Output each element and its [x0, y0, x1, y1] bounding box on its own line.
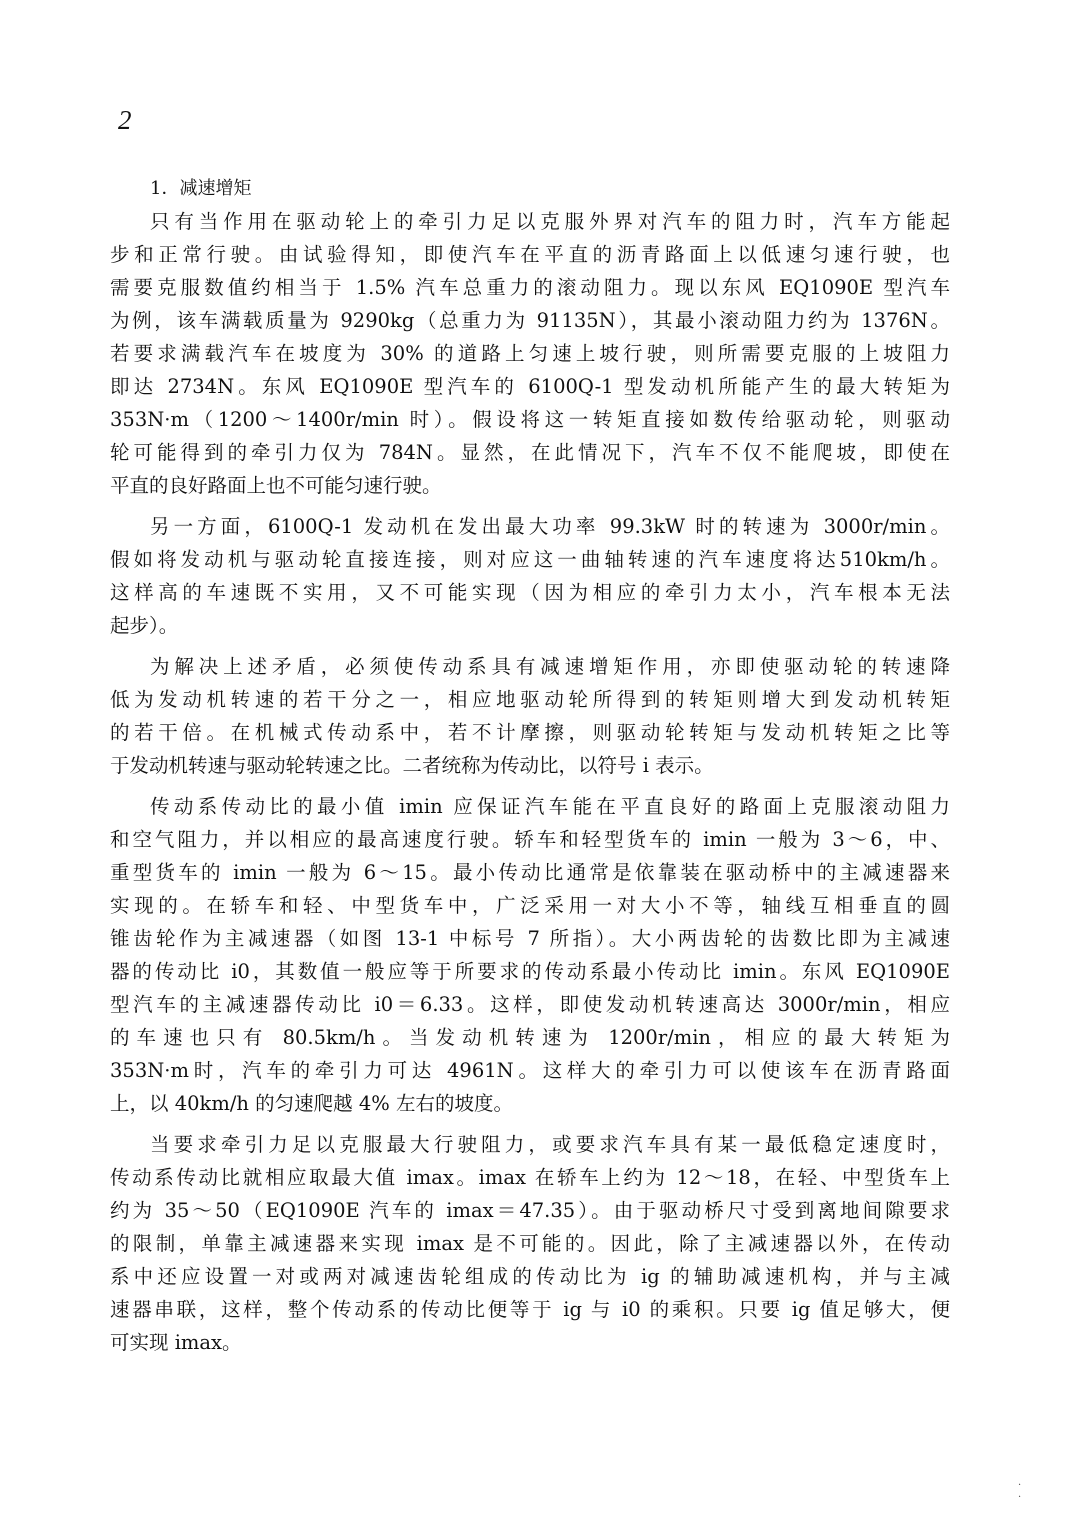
paragraph-line: 若要求满载汽车在坡度为 30% 的道路上匀速上坡行驶，则所需要克服的上坡阻力 — [110, 342, 950, 365]
page-body — [110, 172, 950, 1359]
paragraph-line: 的若干倍。在机械式传动系中，若不计摩擦，则驱动轮转矩与发动机转矩之比等 — [110, 721, 950, 744]
paragraph-line: 上，以 40km/h 的匀速爬越 4% 左右的坡度。 — [110, 1092, 513, 1115]
paragraph-gap — [110, 1120, 950, 1128]
paragraph-line: 和空气阻力，并以相应的最高速度行驶。轿车和轻型货车的 imin 一般为 3～6，中、 — [110, 828, 950, 851]
paragraph-line: 需要克服数值约相当于 1.5% 汽车总重力的滚动阻力。现以东风 EQ1090E 型汽车 — [110, 276, 950, 299]
paragraph-gap — [110, 642, 950, 650]
paragraph-line: 353N·m时，汽车的牵引力可达 4961N。这样大的牵引力可以使该车在沥青路面 — [110, 1059, 950, 1082]
paragraph-line: 型汽车的主减速器传动比 i0＝6.33。这样，即使发动机转速高达 3000r/min，相应 — [110, 993, 950, 1016]
paragraph — [110, 510, 950, 642]
paragraph-line: 即达 2734N。东风 EQ1090E 型汽车的 6100Q-1 型发动机所能产生的最大转矩为 — [110, 375, 950, 398]
paragraph-line: 速器串联，这样，整个传动系的传动比便等于 ig 与 i0 的乘积。只要 ig 值足够大，便 — [110, 1298, 950, 1321]
paragraph-line: 实现的。在轿车和轻、中型货车中，广泛采用一对大小不等，轴线互相垂直的圆 — [110, 894, 950, 917]
paragraph-line: 的车速也只有 80.5km/h。当发动机转速为 1200r/min，相应的最大转矩为 — [110, 1026, 950, 1049]
paragraph — [110, 650, 950, 782]
paragraph-line: 重型货车的 imin 一般为 6～15。最小传动比通常是依靠装在驱动桥中的主减速器来 — [110, 861, 950, 884]
paragraph-line: 只有当作用在驱动轮上的牵引力足以克服外界对汽车的阻力时，汽车方能起 — [150, 210, 950, 233]
paragraph-line: 低为发动机转速的若干分之一，相应地驱动轮所得到的转矩则增大到发动机转矩 — [110, 688, 950, 711]
paragraph-line: 为解决上述矛盾，必须使传动系具有减速增矩作用，亦即使驱动轮的转速降 — [150, 655, 950, 678]
paragraph-line: 另一方面，6100Q-1 发动机在发出最大功率 99.3kW 时的转速为 3000r/min。 — [150, 515, 950, 538]
paragraph-line: 可实现 imax。 — [110, 1331, 242, 1354]
paragraph — [110, 205, 950, 502]
paragraph-gap — [110, 782, 950, 790]
paragraph-line: 传动系传动比就相应取最大值 imax。imax 在轿车上约为 12～18，在轻、中型货车上 — [110, 1166, 950, 1189]
paragraph-line: 假如将发动机与驱动轮直接连接，则对应这一曲轴转速的汽车速度将达510km/h。 — [110, 548, 950, 571]
section-heading: 1．减速增矩 — [150, 178, 252, 199]
paragraph — [110, 1128, 950, 1359]
paragraph-gap — [110, 502, 950, 510]
scan-dots: · · — [1018, 1480, 1022, 1503]
paragraph-line: 平直的良好路面上也不可能匀速行驶。 — [110, 474, 442, 497]
paragraph-container — [110, 205, 950, 1359]
paragraph-line: 这样高的车速既不实用，又不可能实现（因为相应的牵引力太小，汽车根本无法 — [110, 581, 950, 604]
paragraph-line: 约为 35～50（EQ1090E 汽车的 imax＝47.35）。由于驱动桥尺寸受到离地间隙要求 — [110, 1199, 950, 1222]
paragraph-line: 步和正常行驶。由试验得知，即使汽车在平直的沥青路面上以低速匀速行驶，也 — [110, 243, 950, 266]
page-number: 2 — [118, 105, 132, 135]
paragraph-line: 353N·m（1200～1400r/min 时）。假设将这一转矩直接如数传给驱动轮，则驱动 — [110, 408, 950, 431]
paragraph-line: 起步）。 — [110, 614, 179, 637]
paragraph-line: 器的传动比 i0，其数值一般应等于所要求的传动系最小传动比 imin。东风 EQ1090E — [110, 960, 950, 983]
paragraph-line: 锥齿轮作为主减速器（如图 13-1 中标号 7 所指）。大小两齿轮的齿数比即为主减速 — [110, 927, 950, 950]
paragraph-line: 为例，该车满载质量为 9290kg（总重力为 91135N），其最小滚动阻力约为 1376N。 — [110, 309, 950, 332]
paragraph-line: 传动系传动比的最小值 imin 应保证汽车能在平直良好的路面上克服滚动阻力 — [150, 795, 950, 818]
paragraph-line: 轮可能得到的牵引力仅为 784N。显然，在此情况下，汽车不仅不能爬坡，即使在 — [110, 441, 950, 464]
paragraph-line: 当要求牵引力足以克服最大行驶阻力，或要求汽车具有某一最低稳定速度时， — [150, 1133, 950, 1156]
paragraph-line: 于发动机转速与驱动轮转速之比。二者统称为传动比，以符号 i 表示。 — [110, 754, 714, 777]
paragraph-line: 系中还应设置一对或两对减速齿轮组成的传动比为 ig 的辅助减速机构，并与主减 — [110, 1265, 950, 1288]
paragraph — [110, 790, 950, 1120]
paragraph-line: 的限制，单靠主减速器来实现 imax 是不可能的。因此，除了主减速器以外，在传动 — [110, 1232, 950, 1255]
